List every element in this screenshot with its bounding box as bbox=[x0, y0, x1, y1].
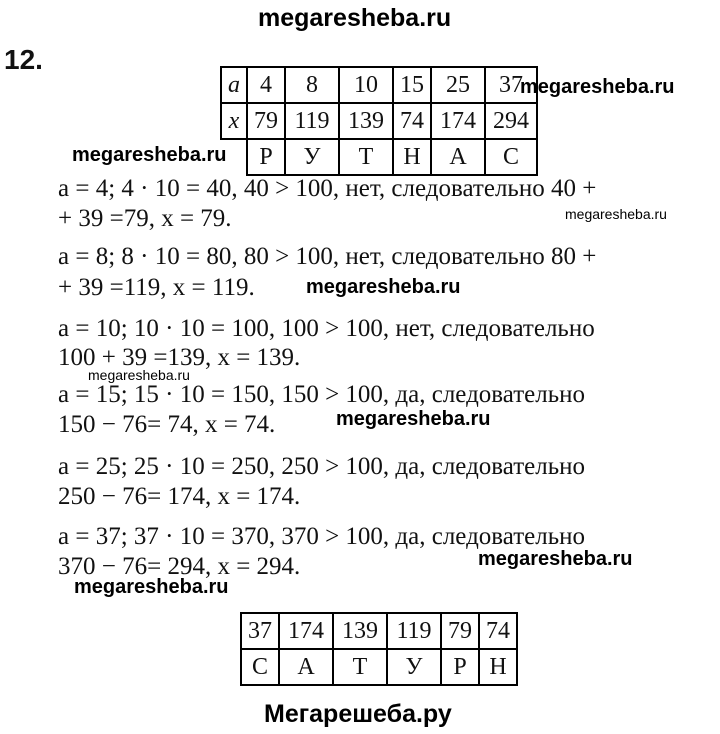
watermark: megaresheba.ru bbox=[520, 76, 675, 98]
solution-line: + 39 =119, x = 119. bbox=[58, 274, 255, 301]
solution-line: + 39 =79, x = 79. bbox=[58, 205, 232, 232]
table-cell: 4 bbox=[247, 67, 285, 103]
table-cell: 119 bbox=[285, 103, 339, 139]
table-cell: 74 bbox=[393, 103, 431, 139]
table-cell: С bbox=[241, 649, 279, 685]
watermark-bottom: Мегарешеба.ру bbox=[264, 700, 452, 728]
watermark-top: megaresheba.ru bbox=[258, 4, 452, 32]
watermark: megaresheba.ru bbox=[336, 408, 491, 430]
solution-line: a = 10; 10 · 10 = 100, 100 > 100, нет, следовательно bbox=[58, 315, 595, 342]
table-cell: a bbox=[221, 67, 247, 103]
table-cell: 37 bbox=[241, 613, 279, 649]
table-cell: Н bbox=[393, 139, 431, 175]
table-row-letters bbox=[241, 649, 517, 685]
table-cell: Р bbox=[441, 649, 479, 685]
table-cell: 174 bbox=[431, 103, 485, 139]
task-number: 12. bbox=[4, 44, 43, 75]
table-cell: 79 bbox=[441, 613, 479, 649]
table-cell: А bbox=[431, 139, 485, 175]
solution-line: 100 + 39 =139, x = 139. bbox=[58, 344, 301, 371]
table-cell: 119 bbox=[387, 613, 441, 649]
table-cell: 15 bbox=[393, 67, 431, 103]
table-cell: 37 bbox=[485, 67, 537, 103]
table-cell: Р bbox=[247, 139, 285, 175]
watermark: megaresheba.ru bbox=[306, 276, 461, 298]
table-cell: Т bbox=[333, 649, 387, 685]
table-cell: А bbox=[279, 649, 333, 685]
watermark: megaresheba.ru bbox=[72, 144, 227, 166]
table-cell: 79 bbox=[247, 103, 285, 139]
table-cell: 25 bbox=[431, 67, 485, 103]
solution-line: a = 15; 15 · 10 = 150, 150 > 100, да, следовательно bbox=[58, 381, 585, 408]
table-cell: У bbox=[387, 649, 441, 685]
watermark: megaresheba.ru bbox=[478, 548, 633, 570]
watermark: megaresheba.ru bbox=[565, 206, 667, 222]
table-cell: 8 bbox=[285, 67, 339, 103]
solution-line: 250 − 76= 174, x = 174. bbox=[58, 483, 301, 510]
table-cell: У bbox=[285, 139, 339, 175]
table-answer bbox=[240, 612, 518, 686]
table-cell: С bbox=[485, 139, 537, 175]
table-cell: x bbox=[221, 103, 247, 139]
table-cell: 74 bbox=[479, 613, 517, 649]
table-cell: 139 bbox=[333, 613, 387, 649]
table-cell: Т bbox=[339, 139, 393, 175]
table-cell: 139 bbox=[339, 103, 393, 139]
table-row-a bbox=[221, 67, 537, 103]
table-row-letters bbox=[221, 139, 537, 175]
solution-line: a = 4; 4 · 10 = 40, 40 > 100, нет, следовательно 40 + bbox=[58, 175, 597, 202]
solution-line: a = 37; 37 · 10 = 370, 370 > 100, да, следовательно bbox=[58, 523, 585, 550]
table-cell: 294 bbox=[485, 103, 537, 139]
table-cell: 10 bbox=[339, 67, 393, 103]
watermark: megaresheba.ru bbox=[74, 576, 229, 598]
solution-line: 370 − 76= 294, x = 294. bbox=[58, 553, 301, 580]
watermark: megaresheba.ru bbox=[88, 367, 190, 383]
table-row-x bbox=[221, 103, 537, 139]
solution-line: a = 25; 25 · 10 = 250, 250 > 100, да, следовательно bbox=[58, 453, 585, 480]
table-values bbox=[220, 66, 538, 176]
table-row-numbers bbox=[241, 613, 517, 649]
solution-line: a = 8; 8 · 10 = 80, 80 > 100, нет, следовательно 80 + bbox=[58, 243, 597, 270]
solution-line: 150 − 76= 74, x = 74. bbox=[58, 411, 276, 438]
table-cell: Н bbox=[479, 649, 517, 685]
table-cell: 174 bbox=[279, 613, 333, 649]
